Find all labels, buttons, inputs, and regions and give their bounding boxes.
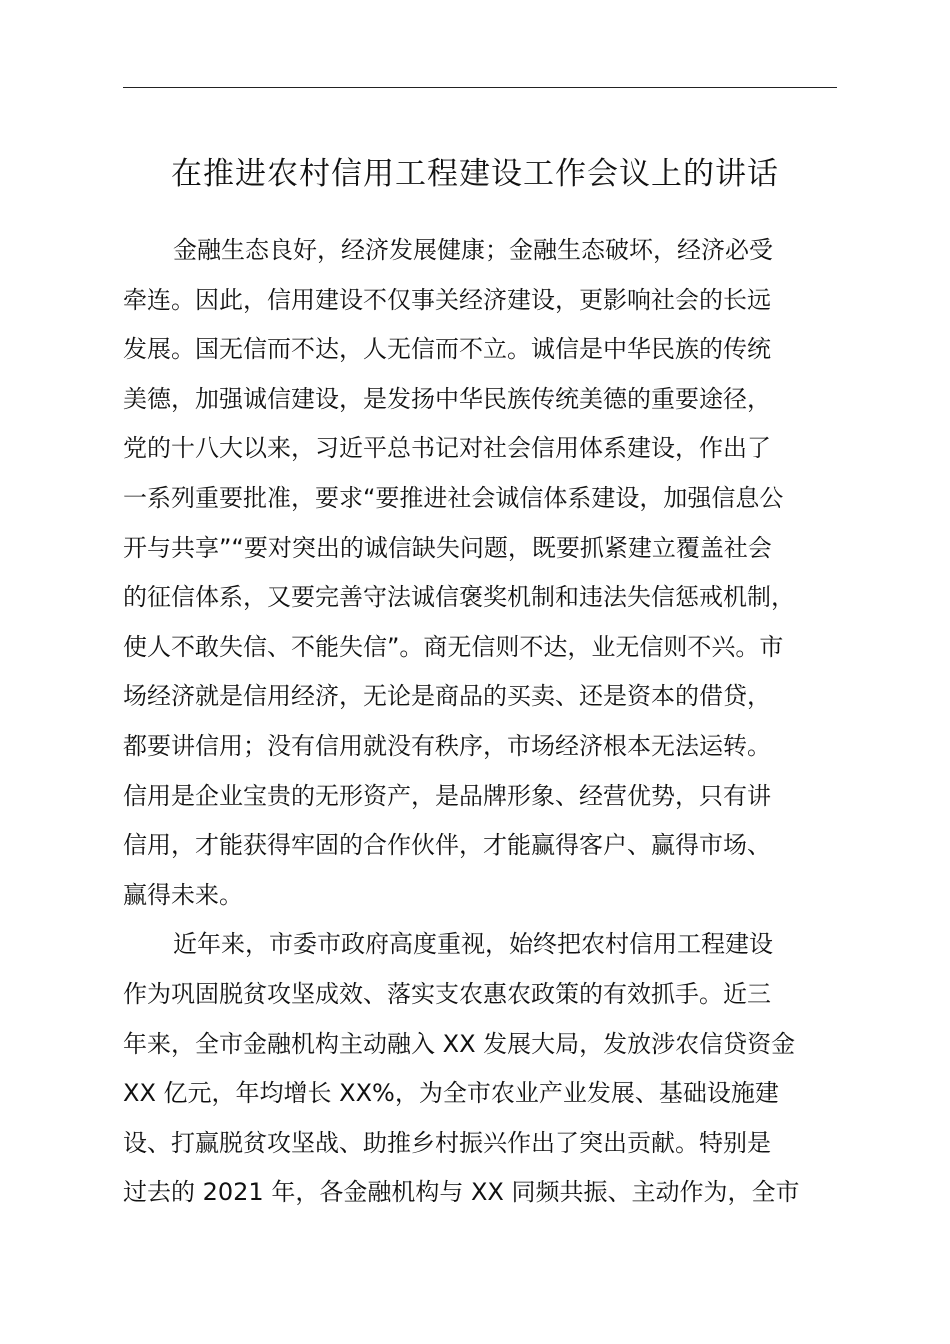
text-line: 信用，才能获得牢固的合作伙伴，才能赢得客户、赢得市场、 bbox=[123, 831, 771, 860]
text-line: 都要讲信用；没有信用就没有秩序，市场经济根本无法运转。 bbox=[123, 731, 771, 760]
paragraph-1 bbox=[123, 226, 883, 920]
text-line: 开与共享”“要对突出的诚信缺失问题，既要抓紧建立覆盖社会 bbox=[123, 533, 772, 562]
text-line: 的征信体系，又要完善守法诚信褒奖机制和违法失信惩戒机制， bbox=[123, 583, 795, 612]
text-line: 作为巩固脱贫攻坚成效、落实支农惠农政策的有效抓手。近三 bbox=[123, 979, 771, 1008]
text-line: 场经济就是信用经济，无论是商品的买卖、还是资本的借贷， bbox=[123, 682, 771, 711]
paragraph-2 bbox=[123, 920, 883, 1218]
text-line: 牵连。因此，信用建设不仅事关经济建设，更影响社会的长远 bbox=[123, 285, 771, 314]
text-line: 近年来，市委市政府高度重视，始终把农村信用工程建设 bbox=[173, 930, 773, 959]
text-line: 美德，加强诚信建设，是发扬中华民族传统美德的重要途径， bbox=[123, 384, 771, 413]
text-line: 设、打赢脱贫攻坚战、助推乡村振兴作出了突出贡献。特别是 bbox=[123, 1128, 771, 1157]
text-line: 一系列重要批准，要求“要推进社会诚信体系建设，加强信息公 bbox=[123, 483, 784, 512]
text-line: 信用是企业宝贵的无形资产，是品牌形象、经营优势，只有讲 bbox=[123, 781, 771, 810]
text-line: 赢得未来。 bbox=[123, 880, 243, 909]
text-line: 过去的 2021 年，各金融机构与 XX 同频共振、主动作为，全市 bbox=[123, 1178, 800, 1207]
text-line: 党的十八大以来，习近平总书记对社会信用体系建设，作出了 bbox=[123, 434, 771, 463]
text-line: 使人不敢失信、不能失信”。商无信则不达，业无信则不兴。市 bbox=[123, 632, 784, 661]
text-line: XX 亿元，年均增长 XX%，为全市农业产业发展、基础设施建 bbox=[123, 1079, 779, 1108]
text-line: 金融生态良好，经济发展健康；金融生态破坏，经济必受 bbox=[173, 236, 773, 264]
header-rule bbox=[123, 87, 837, 88]
document-title: 在推进农村信用工程建设工作会议上的讲话 bbox=[171, 156, 779, 192]
text-line: 发展。国无信而不达，人无信而不立。诚信是中华民族的传统 bbox=[123, 335, 771, 364]
text-line: 年来，全市金融机构主动融入 XX 发展大局，发放涉农信贷资金 bbox=[123, 1029, 796, 1058]
document-body bbox=[123, 226, 883, 1218]
